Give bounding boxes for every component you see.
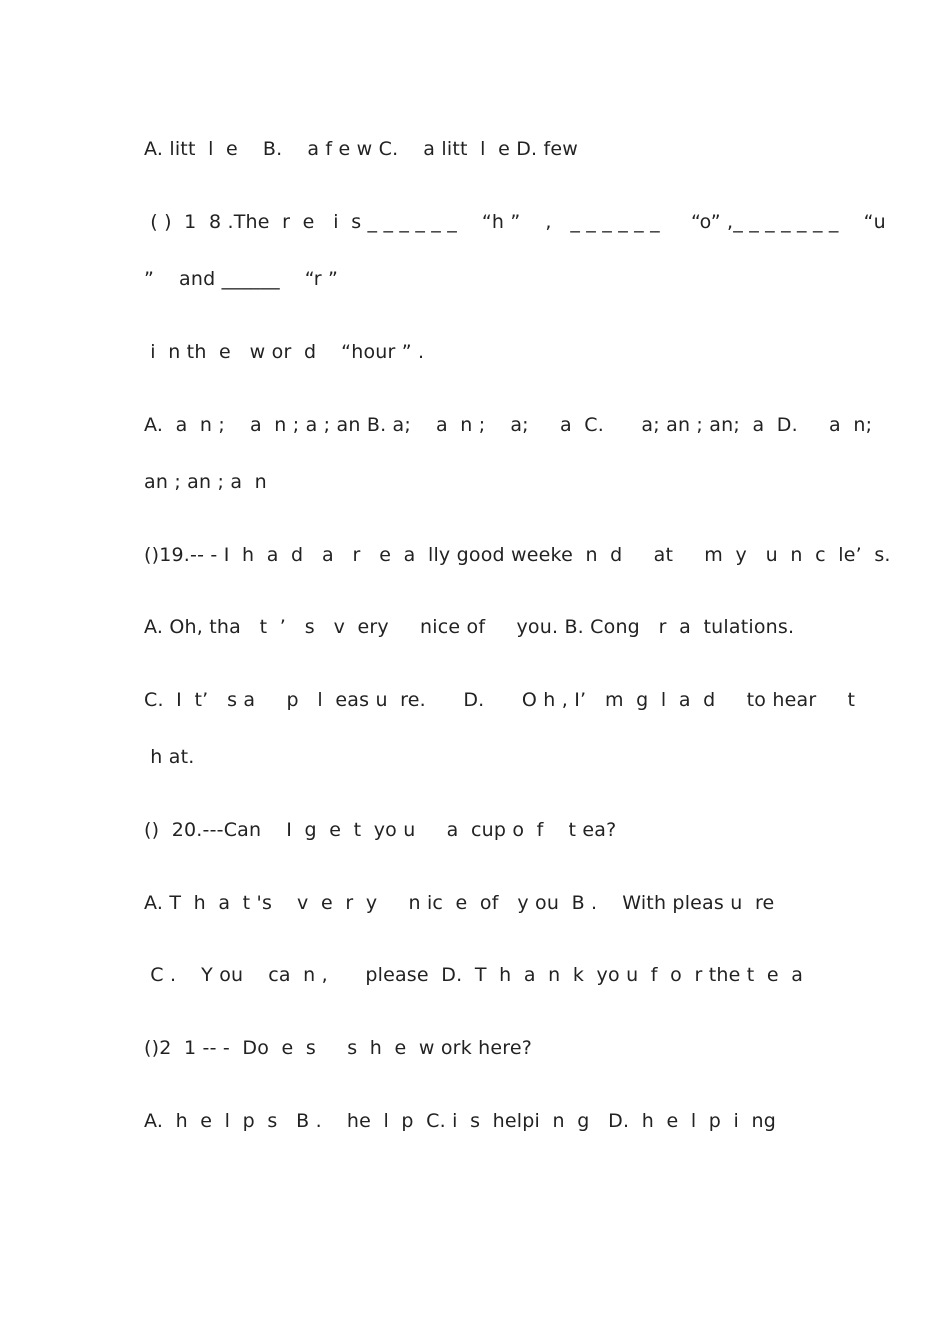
question-21-line: ()2 1 -- - Do e s s h e w ork here? <box>144 1037 533 1059</box>
option-line-q19-2: C. I t’ s a p l eas u re. D. O h , I’ m g l a d to hear t <box>144 689 856 711</box>
question-19-line: ()19.-- - I h a d a r e a lly good weeke n d at m y u n c le’ s. <box>144 544 891 566</box>
option-line-q18-1: A. a n ; a n ; a ; an B. a; a n ; a; a C. a; an ; an; a D. a n; <box>144 414 873 436</box>
question-20-line: () 20.---Can I g e t yo u a cup o f t ea? <box>144 819 617 841</box>
option-line-q17: A. litt l e B. a f e w C. a litt l e D. few <box>144 138 579 160</box>
option-line-q21: A. h e l p s B . he l p C. i s helpi n g D. h e l p i ng <box>144 1110 776 1132</box>
question-18-line-2: ” and ______ “r ” <box>144 268 339 290</box>
option-line-q20-2: C . Y ou ca n , please D. T h a n k yo u f o r the t e a <box>144 964 804 986</box>
option-line-q19-3: h at. <box>144 746 195 768</box>
question-18-line-3: i n th e w or d “hour ” . <box>144 341 425 363</box>
option-line-q19-1: A. Oh, tha t ’ s v ery nice of you. B. Cong r a tulations. <box>144 616 795 638</box>
option-line-q18-2: an ; an ; a n <box>144 471 267 493</box>
question-18-line-1: ( ) 1 8 .The r e i s _ _ _ _ _ _ “h ” , _ _ _ _ _ _ “o” ,_ _ _ _ _ _ _ “u <box>144 211 886 233</box>
option-line-q20-1: A. T h a t 's v e r y n ic e of y ou B . With pleas u re <box>144 892 775 914</box>
